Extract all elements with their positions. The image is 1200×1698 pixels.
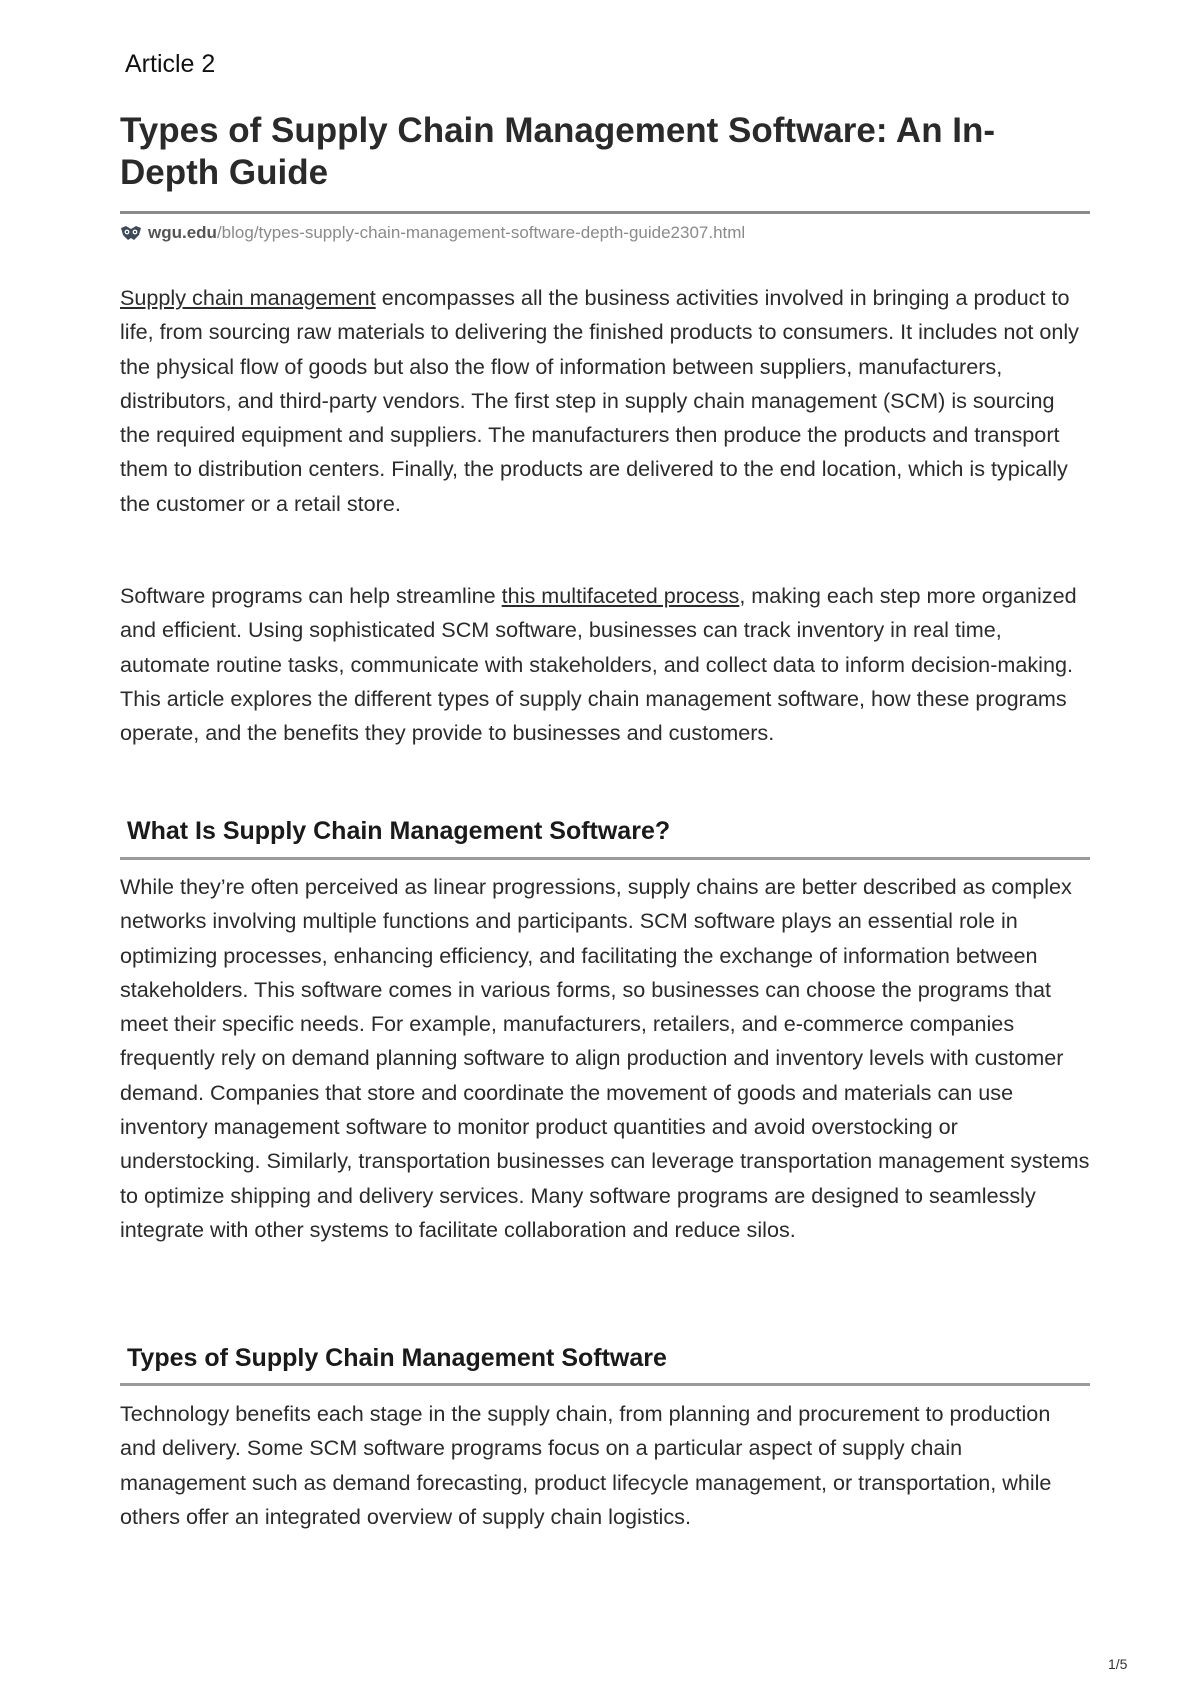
section-divider-2 bbox=[120, 1383, 1090, 1386]
source-path[interactable]: /blog/types-supply-chain-management-software-depth-guide2307.html bbox=[216, 223, 746, 242]
intro-paragraph-2 bbox=[120, 579, 1090, 750]
section-heading-types-of-scm: Types of Supply Chain Management Software bbox=[127, 1344, 667, 1372]
intro-paragraph-2-before: Software programs can help streamline bbox=[120, 583, 502, 608]
section-2-body: Technology benefits each stage in the supply chain, from planning and procurement to production and delivery. Some SCM software programs focus on a particular aspect of supply chain management such as demand forecasting, product lifecycle management, or transportation, while others offer an integrated overview of supply chain logistics. bbox=[120, 1401, 1052, 1529]
section-1-body: While they’re often perceived as linear progressions, supply chains are better described as complex networks involving multiple functions and participants. SCM software plays an essential role in optimizing processes, enhancing efficiency, and facilitating the exchange of information between stakeholders. This software comes in various forms, so businesses can choose the programs that meet their specific needs. For example, manufacturers, retailers, and e-commerce companies frequently rely on demand planning software to align production and inventory levels with customer demand. Companies that store and coordinate the movement of goods and materials can use inventory management software to monitor product quantities and avoid overstocking or understocking. Similarly, transportation businesses can leverage transportation management systems to optimize shipping and delivery services. Many software programs are designed to seamlessly integrate with other systems to facilitate collaboration and reduce silos. bbox=[120, 874, 1090, 1242]
title-divider bbox=[120, 211, 1090, 214]
intro-paragraph-1 bbox=[120, 281, 1090, 521]
supply-chain-management-link[interactable]: Supply chain management bbox=[120, 285, 376, 310]
intro-paragraph-1-text: encompasses all the business activities involved in bringing a product to life, from sourcing raw materials to delivering the finished products to consumers. It includes not only the physical flow of goods but also the flow of information between suppliers, manufacturers, distributors, and third-party vendors. The first step in supply chain management (SCM) is sourcing the required equipment and suppliers. The manufacturers then produce the products and transport them to distribution centers. Finally, the products are delivered to the end location, which is typically the customer or a retail store. bbox=[120, 285, 1079, 516]
section-divider-1 bbox=[120, 857, 1090, 860]
page-title: Types of Supply Chain Management Software: An In-Depth Guide bbox=[120, 111, 996, 192]
article-label: Article 2 bbox=[125, 50, 216, 78]
wgu-owl-icon bbox=[120, 225, 142, 241]
intro-paragraph-2-after: , making each step more organized and efficient. Using sophisticated SCM software, businesses can track inventory in real time, automate routine tasks, communicate with stakeholders, and collect data to inform decision-making. This article explores the different types of supply chain management software, how these programs operate, and the benefits they provide to businesses and customers. bbox=[120, 583, 1077, 746]
section-heading-what-is-scm: What Is Supply Chain Management Software? bbox=[127, 817, 671, 845]
multifaceted-process-link[interactable]: this multifaceted process bbox=[501, 583, 740, 608]
page-number: 1/5 bbox=[1108, 1656, 1128, 1672]
source-line[interactable] bbox=[120, 222, 745, 244]
source-domain[interactable]: wgu.edu bbox=[148, 223, 217, 242]
